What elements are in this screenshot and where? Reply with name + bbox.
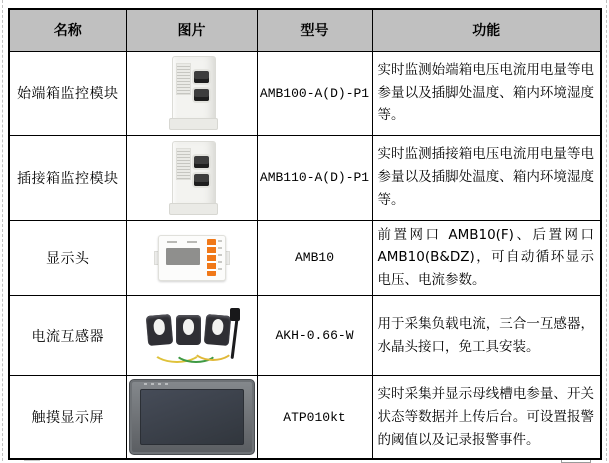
product-model: AKH-0.66-W [257,296,372,376]
product-name: 插接箱监控模块 [9,135,126,220]
rj45-port [194,89,209,101]
product-image-cell [126,220,257,296]
din-rail-module-photo [163,139,221,217]
header-function: 功能 [372,9,601,51]
rj45-port [194,156,209,168]
header-name: 名称 [9,9,126,51]
device-print [167,241,201,243]
display-head-photo [158,235,226,281]
module-label [176,148,191,180]
product-name: 始端箱监控模块 [9,51,126,135]
crystal-plug [230,308,240,321]
din-rail-module-photo [163,54,221,132]
ct-core [176,315,201,345]
rj45-port [194,71,209,83]
product-image-cell [126,135,257,220]
product-function: 实时监测始端箱电压电流用电量等电参量以及插脚处温度、箱内环境湿度等。 [372,51,601,135]
product-function: 实时监测插接箱电压电流用电量等电参量以及插脚处温度、箱内环境湿度等。 [372,135,601,220]
product-function: 前置网口 AMB10(F)、后置网口 AMB10(B&DZ)，可自动循环显示电压、电流参数。 [372,220,601,296]
bezel-print [144,383,170,385]
module-label [176,63,191,95]
product-model: AMB110-A(D)-P1 [257,135,372,220]
header-image: 图片 [126,9,257,51]
page-guide-right [606,0,607,461]
touch-screen-photo [129,379,255,455]
module-base [169,118,218,130]
module-base [169,203,218,215]
header-model: 型号 [257,9,372,51]
table-row [9,296,601,376]
product-function: 用于采集负载电流，三合一互感器，水晶头接口，免工具安装。 [372,296,601,376]
led-labels [218,240,222,275]
product-image-cell [126,376,257,459]
table-row [9,135,601,220]
product-image-cell [126,51,257,135]
product-function: 实时采集并显示母线槽电参量、开关状态等数据并上传后台。可设置报警的阈值以及记录报警事件。 [372,376,601,459]
table-row [9,51,601,135]
lcd-screen [166,248,200,265]
product-model: AMB10 [257,220,372,296]
header-row [9,9,601,51]
product-model: AMB100-A(D)-P1 [257,51,372,135]
product-name: 触摸显示屏 [9,376,126,459]
product-spec-table [8,8,602,460]
orange-button-strip [207,239,216,276]
product-image-cell [126,296,257,376]
table-row [9,376,601,459]
table-row [9,220,601,296]
product-name: 电流互感器 [9,296,126,376]
current-transformers-photo [139,307,245,365]
screen-panel [140,389,244,445]
page-guide-left [2,0,3,461]
rj45-port [194,174,209,186]
product-name: 显示头 [9,220,126,296]
product-model: ATP010kt [257,376,372,459]
ct-core [203,314,231,346]
ct-core [145,314,173,346]
